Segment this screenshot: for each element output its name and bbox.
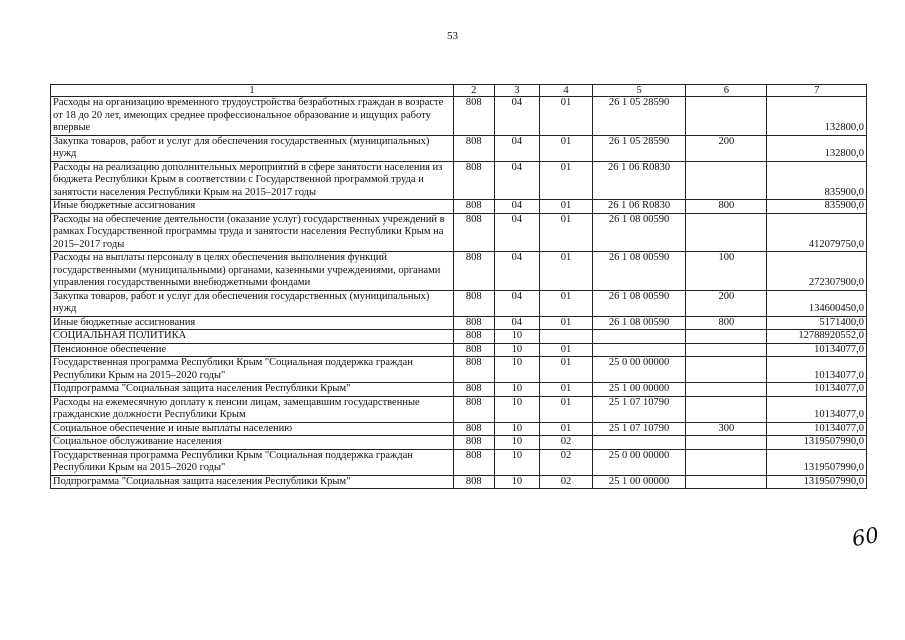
table-row <box>51 330 867 344</box>
row-gr-cell: 808 <box>453 422 494 436</box>
row-pr-cell: 02 <box>540 475 593 489</box>
row-rz-cell: 10 <box>494 383 540 397</box>
table-row <box>51 97 867 136</box>
row-name-cell: Иные бюджетные ассигнования <box>51 200 454 214</box>
row-rz-cell: 04 <box>494 213 540 252</box>
row-vr-cell <box>686 396 767 422</box>
header-row <box>51 85 867 97</box>
row-gr-cell: 808 <box>453 475 494 489</box>
row-gr-cell: 808 <box>453 343 494 357</box>
row-gr-cell: 808 <box>453 290 494 316</box>
row-csr-cell: 26 1 08 00590 <box>592 290 685 316</box>
row-gr-cell: 808 <box>453 449 494 475</box>
header-cell-7: 7 <box>767 85 867 97</box>
row-vr-cell: 800 <box>686 316 767 330</box>
row-vr-cell: 100 <box>686 252 767 291</box>
row-csr-cell: 25 0 00 00000 <box>592 449 685 475</box>
table-row <box>51 383 867 397</box>
row-rz-cell: 10 <box>494 475 540 489</box>
row-csr-cell: 25 1 07 10790 <box>592 422 685 436</box>
table-row <box>51 135 867 161</box>
table-row <box>51 316 867 330</box>
row-name-cell: Подпрограмма "Социальная защита населения Республики Крым" <box>51 383 454 397</box>
table-row <box>51 436 867 450</box>
row-vr-cell <box>686 383 767 397</box>
row-vr-cell <box>686 343 767 357</box>
row-sum-cell: 412079750,0 <box>767 213 867 252</box>
row-name-cell: Расходы на ежемесячную доплату к пенсии лицам, замещавшим государственные гражданские должности Республики Крым <box>51 396 454 422</box>
row-rz-cell: 04 <box>494 200 540 214</box>
row-name-cell: Закупка товаров, работ и услуг для обеспечения государственных (муниципальных) нужд <box>51 290 454 316</box>
row-sum-cell: 1319507990,0 <box>767 449 867 475</box>
row-csr-cell: 26 1 05 28590 <box>592 135 685 161</box>
row-csr-cell: 26 1 08 00590 <box>592 252 685 291</box>
row-rz-cell: 10 <box>494 357 540 383</box>
row-rz-cell: 04 <box>494 290 540 316</box>
row-vr-cell <box>686 357 767 383</box>
row-csr-cell <box>592 330 685 344</box>
row-vr-cell <box>686 436 767 450</box>
row-csr-cell <box>592 343 685 357</box>
row-rz-cell: 04 <box>494 135 540 161</box>
table-row <box>51 396 867 422</box>
row-rz-cell: 10 <box>494 330 540 344</box>
table-body <box>51 97 867 489</box>
row-sum-cell: 10134077,0 <box>767 383 867 397</box>
row-rz-cell: 04 <box>494 97 540 136</box>
row-gr-cell: 808 <box>453 396 494 422</box>
row-vr-cell <box>686 97 767 136</box>
row-vr-cell: 200 <box>686 135 767 161</box>
row-csr-cell <box>592 436 685 450</box>
row-sum-cell: 10134077,0 <box>767 343 867 357</box>
row-rz-cell: 04 <box>494 161 540 200</box>
row-vr-cell <box>686 475 767 489</box>
row-gr-cell: 808 <box>453 357 494 383</box>
header-cell-5: 5 <box>592 85 685 97</box>
row-pr-cell: 02 <box>540 436 593 450</box>
table-row <box>51 161 867 200</box>
row-pr-cell: 01 <box>540 396 593 422</box>
row-csr-cell: 25 1 07 10790 <box>592 396 685 422</box>
row-sum-cell: 835900,0 <box>767 200 867 214</box>
row-gr-cell: 808 <box>453 213 494 252</box>
table-row <box>51 449 867 475</box>
row-rz-cell: 10 <box>494 436 540 450</box>
table-row <box>51 422 867 436</box>
row-gr-cell: 808 <box>453 252 494 291</box>
row-vr-cell <box>686 213 767 252</box>
row-rz-cell: 04 <box>494 252 540 291</box>
row-gr-cell: 808 <box>453 97 494 136</box>
header-cell-4: 4 <box>540 85 593 97</box>
row-csr-cell: 26 1 06 R0830 <box>592 161 685 200</box>
row-pr-cell: 01 <box>540 316 593 330</box>
header-cell-1: 1 <box>51 85 454 97</box>
row-rz-cell: 10 <box>494 396 540 422</box>
row-csr-cell: 25 1 00 00000 <box>592 475 685 489</box>
row-csr-cell: 26 1 06 R0830 <box>592 200 685 214</box>
table-row <box>51 200 867 214</box>
row-pr-cell: 01 <box>540 383 593 397</box>
header-cell-6: 6 <box>686 85 767 97</box>
table-row <box>51 290 867 316</box>
table-row <box>51 475 867 489</box>
row-pr-cell: 01 <box>540 97 593 136</box>
row-rz-cell: 10 <box>494 449 540 475</box>
header-cell-3: 3 <box>494 85 540 97</box>
row-name-cell: Расходы на организацию временного трудоустройства безработных граждан в возрасте от 18 до 20 лет, имеющих среднее профессиональное образование и ищущих работу впервые <box>51 97 454 136</box>
row-sum-cell: 134600450,0 <box>767 290 867 316</box>
row-sum-cell: 1319507990,0 <box>767 475 867 489</box>
row-vr-cell: 800 <box>686 200 767 214</box>
row-name-cell: Социальное обеспечение и иные выплаты населению <box>51 422 454 436</box>
row-name-cell: Социальное обслуживание населения <box>51 436 454 450</box>
row-pr-cell: 01 <box>540 290 593 316</box>
row-sum-cell: 1319507990,0 <box>767 436 867 450</box>
table-row <box>51 343 867 357</box>
row-gr-cell: 808 <box>453 135 494 161</box>
row-name-cell: Государственная программа Республики Крым "Социальная поддержка граждан Республики Крым на 2015–2020 годы" <box>51 357 454 383</box>
row-sum-cell: 10134077,0 <box>767 422 867 436</box>
row-pr-cell: 01 <box>540 357 593 383</box>
page-number: 53 <box>447 30 458 42</box>
row-vr-cell <box>686 161 767 200</box>
handwritten-page-mark: 60 <box>850 522 881 552</box>
row-pr-cell: 01 <box>540 343 593 357</box>
row-name-cell: СОЦИАЛЬНАЯ ПОЛИТИКА <box>51 330 454 344</box>
row-gr-cell: 808 <box>453 383 494 397</box>
table-row <box>51 357 867 383</box>
row-sum-cell: 10134077,0 <box>767 357 867 383</box>
row-csr-cell: 25 1 00 00000 <box>592 383 685 397</box>
row-gr-cell: 808 <box>453 436 494 450</box>
row-vr-cell: 300 <box>686 422 767 436</box>
row-name-cell: Расходы на обеспечение деятельности (оказание услуг) государственных учреждений в рамках Государственной программы труда и занятости населения Республики Крым на 2015–2017 годы <box>51 213 454 252</box>
row-vr-cell <box>686 449 767 475</box>
row-rz-cell: 10 <box>494 343 540 357</box>
row-csr-cell: 26 1 08 00590 <box>592 316 685 330</box>
row-rz-cell: 04 <box>494 316 540 330</box>
header-cell-2: 2 <box>453 85 494 97</box>
row-rz-cell: 10 <box>494 422 540 436</box>
row-gr-cell: 808 <box>453 200 494 214</box>
row-pr-cell: 01 <box>540 422 593 436</box>
row-pr-cell: 01 <box>540 200 593 214</box>
row-name-cell: Подпрограмма "Социальная защита населения Республики Крым" <box>51 475 454 489</box>
row-csr-cell: 25 0 00 00000 <box>592 357 685 383</box>
row-pr-cell: 02 <box>540 449 593 475</box>
row-name-cell: Иные бюджетные ассигнования <box>51 316 454 330</box>
row-name-cell: Государственная программа Республики Крым "Социальная поддержка граждан Республики Крым на 2015–2020 годы" <box>51 449 454 475</box>
row-pr-cell <box>540 330 593 344</box>
row-pr-cell: 01 <box>540 213 593 252</box>
row-sum-cell: 12788920552,0 <box>767 330 867 344</box>
row-pr-cell: 01 <box>540 135 593 161</box>
row-name-cell: Расходы на выплаты персоналу в целях обеспечения выполнения функций государственными (муниципальными) органами, казенными учреждениями, органами управления государственными внебюджетными фондами <box>51 252 454 291</box>
row-pr-cell: 01 <box>540 161 593 200</box>
row-gr-cell: 808 <box>453 161 494 200</box>
table-header <box>51 85 867 97</box>
table-row <box>51 252 867 291</box>
budget-table <box>50 84 867 489</box>
row-gr-cell: 808 <box>453 330 494 344</box>
row-name-cell: Пенсионное обеспечение <box>51 343 454 357</box>
row-sum-cell: 5171400,0 <box>767 316 867 330</box>
row-sum-cell: 272307900,0 <box>767 252 867 291</box>
row-csr-cell: 26 1 08 00590 <box>592 213 685 252</box>
row-csr-cell: 26 1 05 28590 <box>592 97 685 136</box>
row-sum-cell: 10134077,0 <box>767 396 867 422</box>
row-sum-cell: 132800,0 <box>767 97 867 136</box>
table-row <box>51 213 867 252</box>
row-name-cell: Расходы на реализацию дополнительных мероприятий в сфере занятости населения из бюджета Республики Крым в соответствии с Государственной программой труда и занятости населения Республики Крым на 2015–2017 годы <box>51 161 454 200</box>
row-gr-cell: 808 <box>453 316 494 330</box>
row-pr-cell: 01 <box>540 252 593 291</box>
row-vr-cell: 200 <box>686 290 767 316</box>
row-vr-cell <box>686 330 767 344</box>
row-sum-cell: 132800,0 <box>767 135 867 161</box>
row-name-cell: Закупка товаров, работ и услуг для обеспечения государственных (муниципальных) нужд <box>51 135 454 161</box>
row-sum-cell: 835900,0 <box>767 161 867 200</box>
